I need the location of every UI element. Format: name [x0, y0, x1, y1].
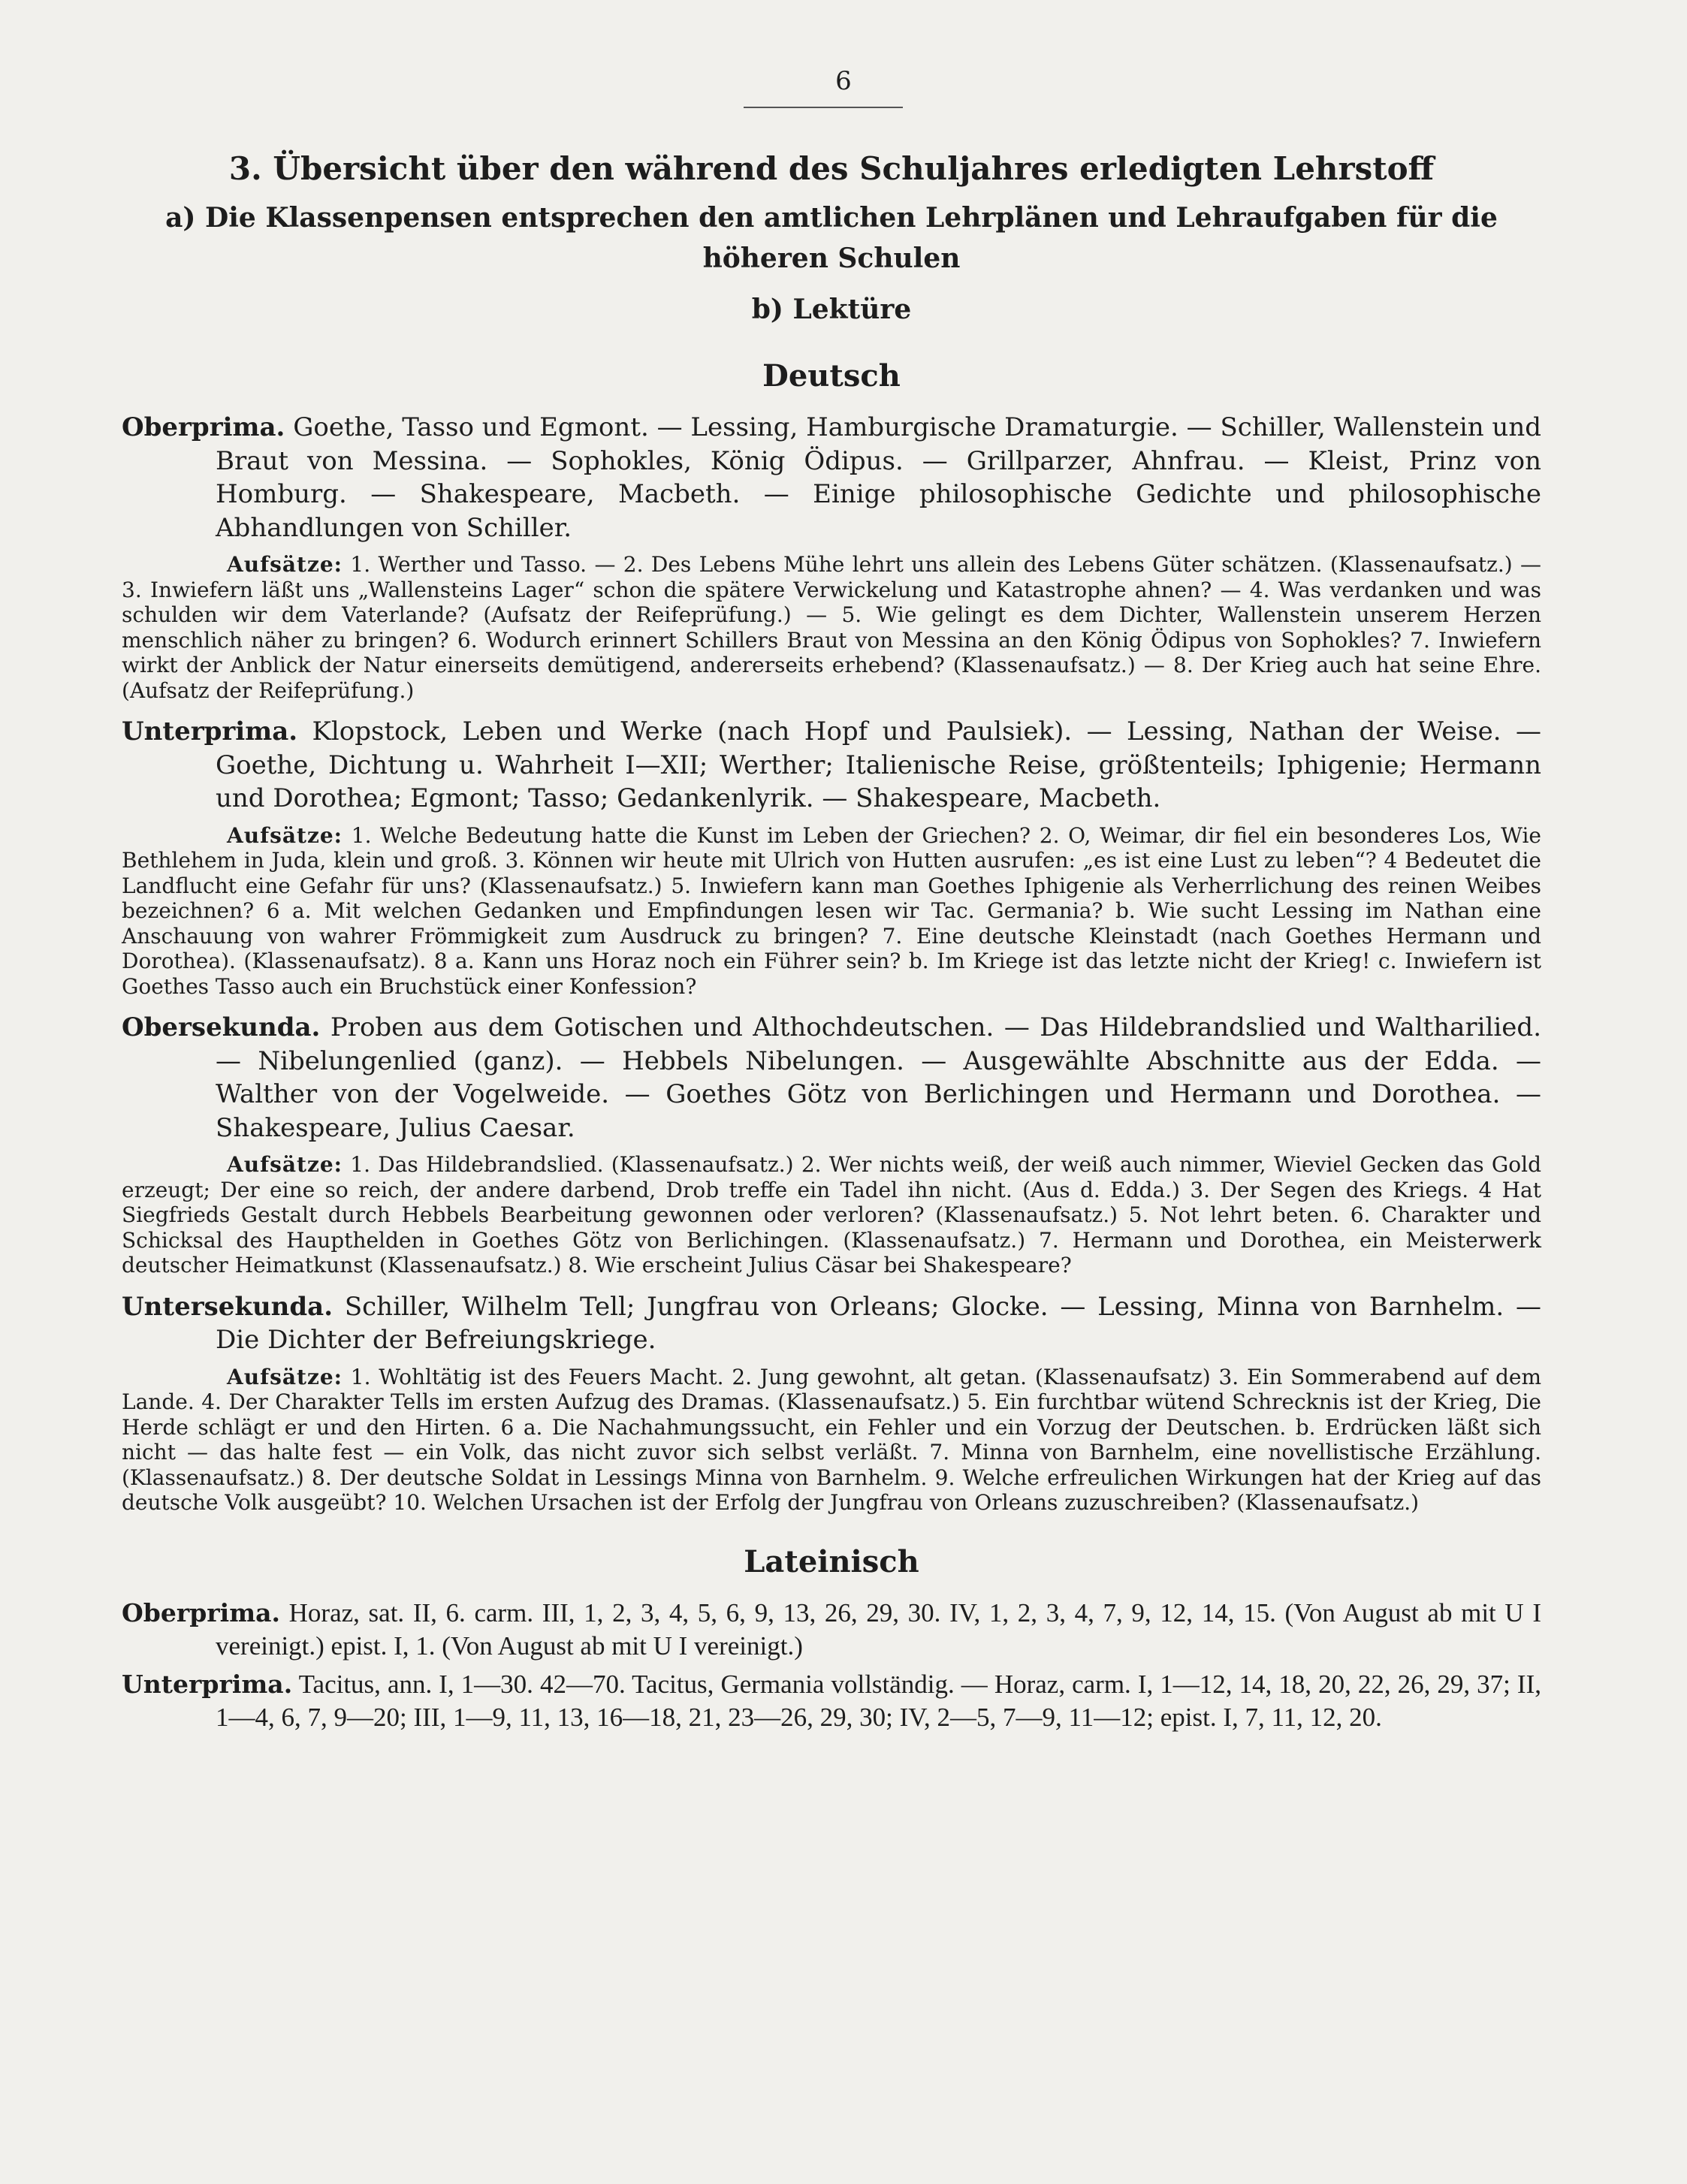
- reading-list: [122, 1011, 1541, 1145]
- essay-list: [122, 552, 1541, 703]
- essays-text: 1. Welche Bedeutung hatte die Kunst im Leben der Griechen? 2. O, Weimar, dir fiel ein besonderes Los, Wie Bethlehem in Juda, klein und groß. 3. Können wir heute mit Ulrich von Hutten ausrufen: „es ist eine Lust zu leben“? 4 Bedeutet die Landflucht eine Gefahr für uns? (Klassenaufsatz.) 5. Inwiefern kann man Goethes Iphigenie als Verherrlichung des reinen Weibes bezeichnen? 6 a. Mit welchen Gedanken und Empfindungen lesen wir Tac. Germania? b. Wie sucht Lessing im Nathan eine Anschauung von wahrer Frömmigkeit zum Ausdruck zu bringen? 7. Eine deutsche Kleinstadt (nach Goethes Hermann und Dorothea). (Klassenaufsatz). 8 a. Kann uns Horaz noch ein Führer sein? b. Im Kriege ist das letzte nicht der Krieg! c. Inwiefern ist Goethes Tasso auch ein Bruchstück einer Konfession?: [122, 822, 1541, 999]
- essay-list: [122, 1152, 1541, 1278]
- essays-text: 1. Werther und Tasso. — 2. Des Lebens Mühe lehrt uns allein des Lebens Güter schätzen. (Klassenaufsatz.) — 3. Inwiefern läßt uns „Wallensteins Lager“ schon die spätere Verwickelung und Katastrophe ahnen? — 4. Was verdanken und was schulden wir dem Vaterlande? (Aufsatz der Reifeprüfung.) — 5. Wie gelingt es dem Dichter, Wallenstein unserem Herzen menschlich näher zu bringen? 6. Wodurch erinnert Schillers Braut von Messina an den König Ödipus von Sophokles? 7. Inwiefern wirkt der Anblick der Natur einerseits demütigend, andererseits erhebend? (Klassenaufsatz.) — 8. Der Krieg auch hat seine Ehre. (Aufsatz der Reifeprüfung.): [122, 552, 1542, 703]
- subtitle-a: a) Die Klassenpensen entsprechen den amtlichen Lehrplänen und Lehraufgaben für die höheren Schulen: [165, 202, 1498, 274]
- class-name: Oberprima.: [122, 412, 285, 442]
- page-content: [122, 146, 1541, 1739]
- page-number-rule: [744, 107, 903, 108]
- subtitle-b: b) Lektüre: [751, 294, 912, 325]
- reading-list: [122, 411, 1541, 544]
- reading-text: Horaz, sat. II, 6. carm. III, 1, 2, 3, 4, 5, 6, 9, 13, 26, 29, 30. IV, 1, 2, 3, 4, 7, 9, 12, 14, 15. (Von August ab mit U I vereinigt.) epist. I, 1. (Von August ab mit U I vereinigt.): [216, 1597, 1541, 1661]
- class-name: Unterprima.: [122, 1669, 293, 1699]
- essays-text: 1. Wohltätig ist des Feuers Macht. 2. Jung gewohnt, alt getan. (Klassenaufsatz) 3. Ein Sommerabend auf dem Lande. 4. Der Charakter Tells im ersten Aufzug des Dramas. (Klassenaufsatz.) 5. Ein furchtbar wütend Schrecknis ist der Krieg, Die Herde schlägt er und den Hirten. 6 a. Die Nachahmungssucht, ein Fehler und ein Vorzug der Deutschen. b. Erdrücken läßt sich nicht — das halte fest — ein Volk, das nicht zuvor sich selbst verläßt. 7. Minna von Barnhelm, eine novellistische Erzählung. (Klassenaufsatz.) 8. Der deutsche Soldat in Lessings Minna von Barnhelm. 9. Welche erfreulichen Wirkungen hat der Krieg auf das deutsche Volk ausgeübt? 10. Welchen Ursachen ist der Erfolg der Jungfrau von Orleans zuzuschreiben? (Klassenaufsatz.): [122, 1364, 1542, 1515]
- reading-text: Schiller, Wilhelm Tell; Jungfrau von Orleans; Glocke. — Lessing, Minna von Barnhelm. — Die Dichter der Befreiungskriege.: [216, 1291, 1541, 1355]
- reading-text: Proben aus dem Gotischen und Althochdeutschen. — Das Hildebrandslied und Waltharilied. — Nibelungenlied (ganz). — Hebbels Nibelungen. — Ausgewählte Abschnitte aus der Edda. — Walther von der Vogelweide. — Goethes Götz von Berlichingen und Hermann und Dorothea. — Shakespeare, Julius Caesar.: [216, 1012, 1541, 1143]
- essays-label: Aufsätze:: [227, 552, 343, 577]
- german-oberprima: [122, 411, 1541, 703]
- essays-label: Aufsätze:: [227, 1364, 343, 1389]
- essays-text: 1. Das Hildebrandslied. (Klassenaufsatz.) 2. Wer nichts weiß, der weiß auch nimmer, Wieviel Gecken das Gold erzeugt; Der eine so reich, der andere darbend, Drob treffe ein Tadel ihn nicht. (Aus d. Edda.) 3. Der Segen des Kriegs. 4 Hat Siegfrieds Gestalt durch Hebbels Bearbeitung gewonnen oder verloren? (Klassenaufsatz.) 5. Not lehrt beten. 6. Charakter und Schicksal des Haupthelden in Goethes Götz von Berlichingen. (Klassenaufsatz.) 7. Hermann und Dorothea, ein Meisterwerk deutscher Heimatkunst (Klassenaufsatz.) 8. Wie erscheint Julius Cäsar bei Shakespeare?: [122, 1152, 1541, 1278]
- essays-label: Aufsätze:: [227, 822, 343, 848]
- german-untersekunda: [122, 1290, 1541, 1516]
- reading-list: [122, 715, 1541, 816]
- class-name: Unterprima.: [122, 716, 298, 747]
- class-name: Untersekunda.: [122, 1291, 333, 1322]
- essays-label: Aufsätze:: [227, 1152, 343, 1177]
- latin-unterprima: [122, 1668, 1541, 1735]
- latin-heading: Lateinisch: [744, 1543, 919, 1579]
- essay-list: [122, 1365, 1541, 1516]
- reading-text: Goethe, Tasso und Egmont. — Lessing, Hamburgische Dramaturgie. — Schiller, Wallenstein und Braut von Messina. — Sophokles, König Ödipus. — Grillparzer, Ahnfrau. — Kleist, Prinz von Homburg. — Shakespeare, Macbeth. — Einige philosophische Gedichte und philosophische Abhandlungen von Schiller.: [216, 412, 1541, 543]
- german-obersekunda: [122, 1011, 1541, 1278]
- reading-text: Klopstock, Leben und Werke (nach Hopf und Paulsiek). — Lessing, Nathan der Weise. — Goethe, Dichtung u. Wahrheit I—XII; Werther; Italienische Reise, größtenteils; Iphigenie; Hermann und Dorothea; Egmont; Tasso; Gedankenlyrik. — Shakespeare, Macbeth.: [216, 716, 1542, 813]
- class-name: Oberprima.: [122, 1597, 280, 1627]
- german-unterprima: [122, 715, 1541, 999]
- german-heading: Deutsch: [762, 358, 901, 394]
- latin-oberprima: [122, 1597, 1541, 1664]
- section-title: 3. Übersicht über den während des Schuljahres erledigten Lehrstoff: [228, 150, 1435, 187]
- reading-list: [122, 1290, 1541, 1357]
- class-name: Obersekunda.: [122, 1012, 321, 1042]
- reading-text: Tacitus, ann. I, 1—30. 42—70. Tacitus, Germania vollständig. — Horaz, carm. I, 1—12, 14, 18, 20, 22, 26, 29, 37; II, 1—4, 6, 7, 9—20; III, 1—9, 11, 13, 16—18, 21, 23—26, 29, 30; IV, 2—5, 7—9, 11—12; epist. I, 7, 11, 12, 20.: [216, 1669, 1541, 1732]
- page-number: 6: [835, 66, 852, 96]
- essay-list: [122, 823, 1541, 1000]
